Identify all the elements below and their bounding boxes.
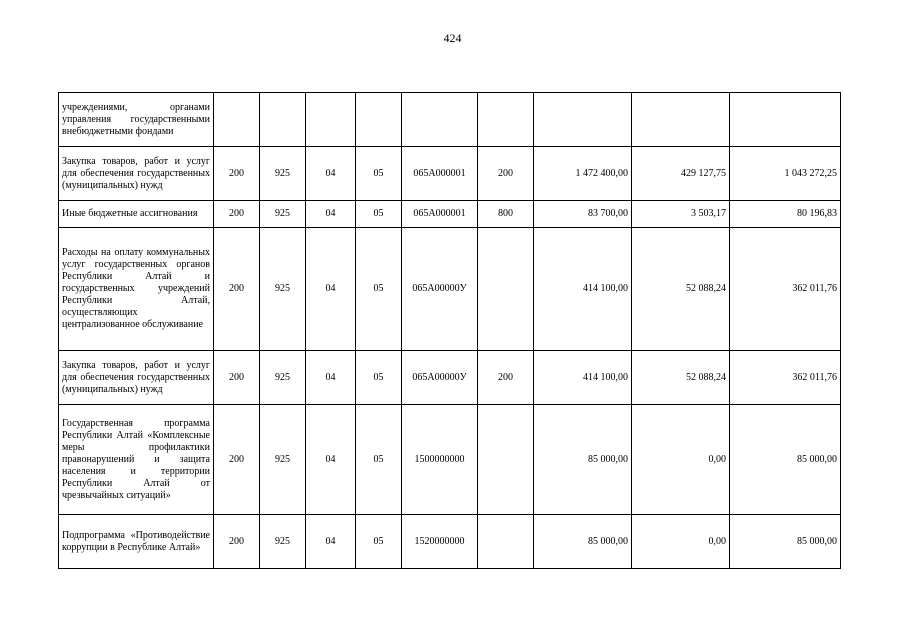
cell-department-code (260, 93, 306, 147)
table-row (59, 515, 841, 569)
cell-target-article: 065А00000У (402, 228, 478, 351)
cell-subsection: 05 (356, 351, 402, 405)
cell-amount-executed: 52 088,24 (632, 351, 730, 405)
cell-department-code: 925 (260, 405, 306, 515)
cell-admin-code: 200 (214, 351, 260, 405)
cell-department-code: 925 (260, 201, 306, 228)
cell-amount-plan: 414 100,00 (534, 351, 632, 405)
cell-subsection: 05 (356, 515, 402, 569)
table-row (59, 147, 841, 201)
cell-subsection: 05 (356, 228, 402, 351)
cell-admin-code: 200 (214, 515, 260, 569)
cell-amount-remaining: 362 011,76 (730, 228, 841, 351)
cell-admin-code (214, 93, 260, 147)
cell-amount-remaining: 85 000,00 (730, 405, 841, 515)
row-description: Закупка товаров, работ и услуг для обеспечения государственных (муниципальных) нужд (59, 147, 214, 201)
cell-department-code: 925 (260, 147, 306, 201)
cell-expense-type (478, 93, 534, 147)
cell-amount-remaining: 362 011,76 (730, 351, 841, 405)
cell-amount-remaining: 80 196,83 (730, 201, 841, 228)
cell-amount-plan (534, 93, 632, 147)
cell-amount-executed: 3 503,17 (632, 201, 730, 228)
cell-subsection: 05 (356, 405, 402, 515)
table-row (59, 351, 841, 405)
cell-amount-plan: 83 700,00 (534, 201, 632, 228)
cell-section: 04 (306, 515, 356, 569)
cell-expense-type (478, 515, 534, 569)
cell-section: 04 (306, 351, 356, 405)
cell-section: 04 (306, 201, 356, 228)
cell-amount-executed: 0,00 (632, 405, 730, 515)
cell-department-code: 925 (260, 515, 306, 569)
cell-amount-remaining: 1 043 272,25 (730, 147, 841, 201)
table-row (59, 201, 841, 228)
cell-target-article: 065А000001 (402, 201, 478, 228)
cell-admin-code: 200 (214, 228, 260, 351)
cell-amount-executed: 429 127,75 (632, 147, 730, 201)
row-description: учреждениями, органами управления государственными внебюджетными фондами (59, 93, 214, 147)
cell-amount-executed: 52 088,24 (632, 228, 730, 351)
cell-admin-code: 200 (214, 405, 260, 515)
cell-subsection (356, 93, 402, 147)
cell-section: 04 (306, 147, 356, 201)
cell-section: 04 (306, 228, 356, 351)
cell-target-article: 065А000001 (402, 147, 478, 201)
cell-expense-type: 200 (478, 147, 534, 201)
table-row (59, 405, 841, 515)
table-row (59, 93, 841, 147)
row-description: Закупка товаров, работ и услуг для обеспечения государственных (муниципальных) нужд (59, 351, 214, 405)
cell-amount-plan: 85 000,00 (534, 515, 632, 569)
cell-target-article (402, 93, 478, 147)
cell-department-code: 925 (260, 351, 306, 405)
cell-target-article: 1500000000 (402, 405, 478, 515)
table-row (59, 228, 841, 351)
cell-admin-code: 200 (214, 201, 260, 228)
budget-table (58, 92, 841, 569)
cell-target-article: 1520000000 (402, 515, 478, 569)
cell-department-code: 925 (260, 228, 306, 351)
row-description: Иные бюджетные ассигнования (59, 201, 214, 228)
cell-amount-executed (632, 93, 730, 147)
cell-expense-type (478, 228, 534, 351)
row-description: Государственная программа Республики Алтай «Комплексные меры профилактики правонарушений и защита населения и территории Республики Алтай от чрезвычайных ситуаций» (59, 405, 214, 515)
cell-amount-remaining (730, 93, 841, 147)
cell-subsection: 05 (356, 147, 402, 201)
cell-expense-type: 200 (478, 351, 534, 405)
page-number: 424 (443, 31, 462, 45)
cell-amount-plan: 1 472 400,00 (534, 147, 632, 201)
cell-section (306, 93, 356, 147)
cell-amount-plan: 85 000,00 (534, 405, 632, 515)
cell-section: 04 (306, 405, 356, 515)
cell-amount-plan: 414 100,00 (534, 228, 632, 351)
cell-amount-remaining: 85 000,00 (730, 515, 841, 569)
cell-admin-code: 200 (214, 147, 260, 201)
row-description: Подпрограмма «Противодействие коррупции в Республике Алтай» (59, 515, 214, 569)
cell-expense-type: 800 (478, 201, 534, 228)
cell-amount-executed: 0,00 (632, 515, 730, 569)
cell-subsection: 05 (356, 201, 402, 228)
cell-expense-type (478, 405, 534, 515)
row-description: Расходы на оплату коммунальных услуг государственных органов Республики Алтай и государственных учреждений Республики Алтай, осуществляющих централизованное обслуживание (59, 228, 214, 351)
cell-target-article: 065А00000У (402, 351, 478, 405)
